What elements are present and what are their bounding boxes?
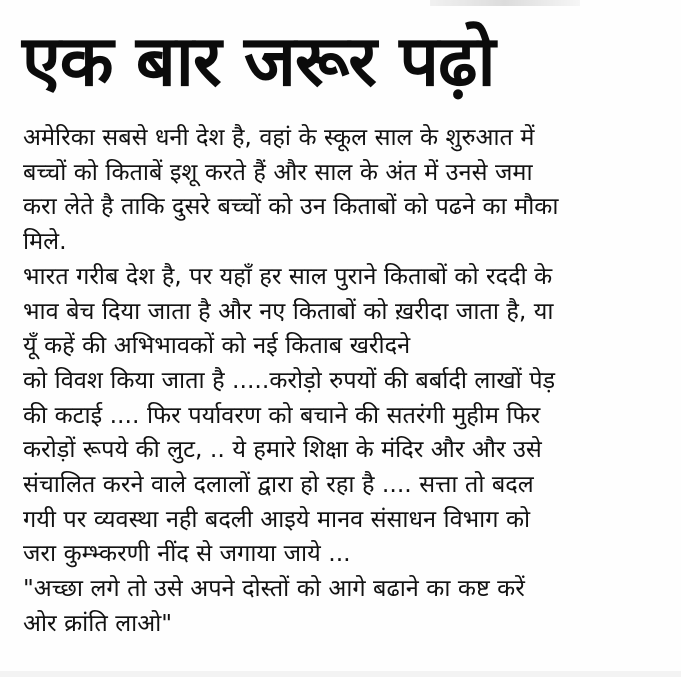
cropped-header-strip xyxy=(430,0,580,6)
body-line: जरा कुम्भ्करणी नींद से जगाया जाये ... xyxy=(23,539,351,568)
body-line: मिले. xyxy=(23,227,67,256)
body-line: बच्चों को किताबें इशू करते हैं और साल के अंत में उनसे जमा xyxy=(23,157,533,186)
body-line: करा लेते है ताकि दुसरे बच्चों को उन किताबों को पढने का मौका xyxy=(23,192,559,221)
headline: एक बार जरूर पढ़ो xyxy=(22,20,495,102)
body-line: "अच्छा लगे तो उसे अपने दोस्तों को आगे बढाने का कष्ट करें xyxy=(23,574,525,603)
body-line: करोड़ों रूपये की लुट, .. ये हमारे शिक्षा के मंदिर और और उसे xyxy=(23,435,542,464)
body-line: गयी पर व्यवस्था नही बदली आइये मानव संसाधन विभाग को xyxy=(23,504,531,533)
body-line: ओर क्रांति लाओ" xyxy=(23,608,173,637)
body-line: भाव बेच दिया जाता है और नए किताबों को ख़रीदा जाता है, या xyxy=(23,296,554,325)
body-line: यूँ कहें की अभिभावकों को नई किताब खरीदने xyxy=(23,331,411,360)
body-line: भारत गरीब देश है, पर यहाँ हर साल पुराने किताबों को रददी के xyxy=(23,261,553,290)
cropped-footer-strip xyxy=(0,671,681,677)
article-body xyxy=(23,120,663,641)
body-line: अमेरिका सबसे धनी देश है, वहां के स्कूल साल के शुरुआत में xyxy=(23,123,535,151)
body-line: संचालित करने वाले दलालों द्वारा हो रहा है .... सत्ता तो बदल xyxy=(23,470,534,499)
body-line: को विवश किया जाता है .....करोड़ो रुपयों की बर्बादी लाखों पेड़ xyxy=(23,365,556,394)
body-line: की कटाई .... फिर पर्यावरण को बचाने की सतरंगी मुहीम फिर xyxy=(23,400,541,429)
